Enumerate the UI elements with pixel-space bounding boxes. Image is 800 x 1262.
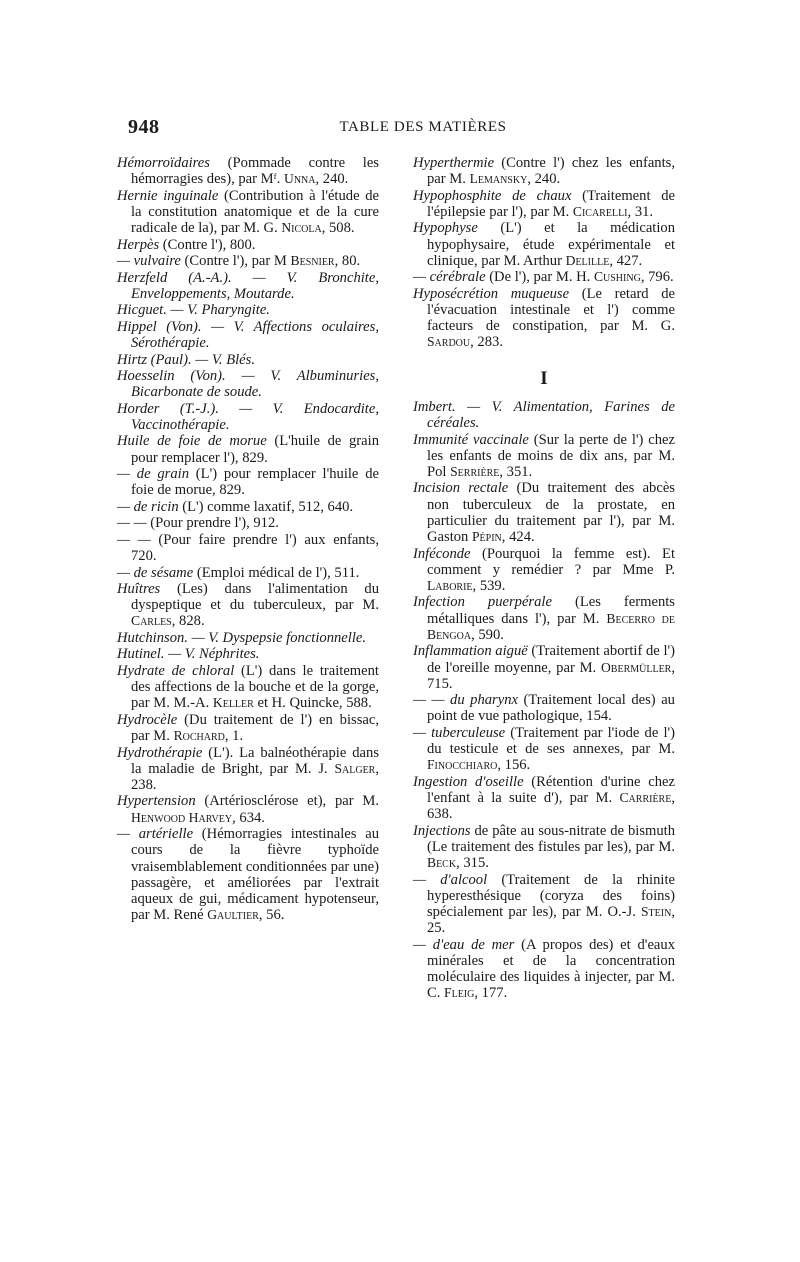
entry-text: (Contre l'), 800. xyxy=(159,236,256,253)
index-entry xyxy=(117,188,379,237)
entry-reference: , 539. xyxy=(472,577,506,594)
entry-heading: — vulvaire xyxy=(117,253,181,270)
entry-author: Rochard xyxy=(173,728,225,744)
entry-heading: Hypophyse xyxy=(413,220,478,237)
index-entry xyxy=(413,399,675,431)
index-entry xyxy=(117,352,379,368)
entry-text: (Pommade contre les hémorragies des), par Mᶠ. xyxy=(131,155,379,188)
entry-text: (Traitement de la rhinite hyperesthésique (coryza des foins) spécialement par les), par M. O.-J. xyxy=(427,871,675,921)
entry-text: (Traitement abortif de l') de l'oreille moyenne, par M. xyxy=(427,643,675,676)
entry-author: Obermüller xyxy=(600,659,672,675)
entry-heading: — — du pharynx xyxy=(413,692,518,709)
entry-reference: , 638. xyxy=(427,790,675,823)
entry-heading: Hyposécrétion muqueuse xyxy=(413,285,570,302)
entry-author: Unna xyxy=(284,171,316,187)
index-entry xyxy=(117,253,379,269)
entry-text: (Traitement local des) au point de vue pathologique, 154. xyxy=(427,692,675,725)
entry-heading: Inflammation aiguë xyxy=(413,643,528,660)
entry-text: (Les ferments métalliques dans l'), par M. xyxy=(427,594,675,627)
index-entry xyxy=(117,237,379,253)
entry-reference: , 828. xyxy=(171,613,205,630)
entry-text: (Du traitement des abcès non tuberculeux de la prostate, en particulier du traitement par l'), par M. Gaston xyxy=(427,480,675,546)
entry-reference: , 424. xyxy=(501,529,535,546)
index-entry xyxy=(117,319,379,351)
entry-heading: — de grain xyxy=(117,466,189,483)
entry-reference: , 351. xyxy=(499,463,533,480)
entry-text: (Hémorragies intestinales au cours de la fièvre typhoïde vraisemblablement conditionnées par une) passagère, et améliorées par l'extrait aqueux de gui, médicament hypotenseur, par M. René xyxy=(131,826,379,924)
entry-reference: , 590. xyxy=(471,626,504,643)
entry-author: Pépin xyxy=(472,529,502,545)
entry-reference: , 1. xyxy=(224,728,244,745)
entry-text: (Pour faire prendre l') aux enfants, 720. xyxy=(131,531,379,565)
entry-author: Cushing xyxy=(593,269,641,285)
entry-author: Henwood Harvey xyxy=(131,809,233,825)
entry-heading: Hyperthermie xyxy=(413,155,495,171)
index-entry xyxy=(413,188,675,220)
entry-heading: Hernie inguinale xyxy=(117,187,219,204)
entry-reference: , 315. xyxy=(456,855,489,872)
entry-heading: Hypophosphite de chaux xyxy=(413,187,572,204)
entry-text: (L'huile de grain pour remplacer l'), 829. xyxy=(131,433,379,466)
index-entry xyxy=(413,286,675,351)
index-entry xyxy=(117,433,379,465)
index-entry xyxy=(413,220,675,269)
entry-text: (Sur la perte de l') chez les enfants de moins de dix ans, par M. Pol xyxy=(427,431,675,480)
entry-heading: — tuberculeuse xyxy=(413,724,506,741)
index-entry xyxy=(413,643,675,692)
page-number: 948 xyxy=(128,116,160,138)
entry-heading: Imbert. — V. Alimentation, Farines de céréales. xyxy=(413,398,675,432)
index-entry xyxy=(117,745,379,794)
entry-heading: — de ricin xyxy=(117,498,179,515)
entry-reference: , 25. xyxy=(427,904,675,937)
entry-heading: Infection puerpérale xyxy=(413,594,552,611)
index-entry xyxy=(413,546,675,595)
entry-author: Laborie xyxy=(427,577,473,593)
entry-heading: Hydrocèle xyxy=(117,711,178,728)
entry-text: (Traitement de l'épilepsie par l'), par M. xyxy=(427,187,675,220)
index-entry xyxy=(117,646,379,662)
entry-author: Besnier xyxy=(290,253,335,269)
entry-text: (Emploi médical de l'), 511. xyxy=(193,564,360,581)
entry-heading: Huile de foie de morue xyxy=(117,433,267,450)
running-title: TABLE DES MATIÈRES xyxy=(339,119,507,135)
entry-text: (L'). La balnéothérapie dans la maladie de Bright, par M. J. xyxy=(131,744,379,777)
entry-author: Becerro de Bengoa xyxy=(427,610,675,642)
entry-heading: Hippel (Von). — V. Affections oculaires, Sérothérapie. xyxy=(117,318,379,352)
entry-reference: , 796. xyxy=(640,269,674,286)
index-entry xyxy=(413,725,675,774)
entry-author: Beck xyxy=(427,855,457,871)
entry-author: Salger xyxy=(334,760,376,776)
index-entry xyxy=(117,368,379,400)
entry-heading: Injections xyxy=(413,822,471,839)
index-entry xyxy=(117,630,379,646)
entry-heading: Huîtres xyxy=(117,581,161,598)
index-entry xyxy=(413,432,675,481)
entry-text: (De l'), par M. H. xyxy=(485,269,594,286)
index-entry xyxy=(117,302,379,318)
entry-heading: Hypertension xyxy=(117,793,196,810)
entry-author: Gaultier xyxy=(207,907,259,923)
entry-heading: Immunité vaccinale xyxy=(413,431,529,448)
entry-heading: Hydrothérapie xyxy=(117,744,203,761)
entry-reference: , 715. xyxy=(427,659,675,692)
entry-text: (Artériosclérose et), par M. xyxy=(195,793,379,810)
entry-text: (A propos des) et d'eaux minérales et de la concentration moléculaire des liquides à injecter, par M. C. xyxy=(427,936,675,1002)
entry-heading: Hydrate de chloral xyxy=(117,662,235,679)
entry-heading: Hoesselin (Von). — V. Albuminuries, Bicarbonate de soude. xyxy=(117,368,379,401)
entry-heading: — artérielle xyxy=(117,826,194,843)
entry-author: Keller xyxy=(212,695,254,711)
entry-text: (Contre l'), par M xyxy=(180,253,291,270)
entry-author: Carles xyxy=(131,613,172,629)
entry-author: Stein xyxy=(641,904,672,920)
entry-reference: , 80. xyxy=(334,253,361,270)
entry-heading: — d'alcool xyxy=(413,871,488,888)
entry-author: Finocchiaro xyxy=(427,757,498,773)
index-entry xyxy=(117,712,379,744)
entry-reference: , 508. xyxy=(321,220,355,237)
index-entry xyxy=(117,663,379,712)
index-entry xyxy=(413,872,675,937)
index-entry xyxy=(413,937,675,1002)
entry-author: Cicarelli xyxy=(572,203,628,219)
index-entry xyxy=(413,594,675,643)
entry-reference: , 56. xyxy=(258,907,285,924)
entry-heading: Horder (T.-J.). — V. Endocardite, Vaccinothérapie. xyxy=(117,400,379,433)
entry-text: (L') comme laxatif, 512, 640. xyxy=(178,498,354,515)
entry-reference: , 427. xyxy=(609,252,643,269)
index-entry xyxy=(117,793,379,825)
index-entry xyxy=(413,692,675,724)
entry-reference: , 31. xyxy=(627,203,654,220)
entry-reference: , 240. xyxy=(527,171,561,188)
index-entry xyxy=(413,155,675,187)
entry-reference: , 156. xyxy=(497,757,531,774)
right-column xyxy=(413,155,675,1002)
entry-reference: , 634. xyxy=(232,809,265,826)
entry-reference: , 238. xyxy=(131,760,379,793)
entry-heading: — — xyxy=(117,531,151,548)
entry-heading: Herpès xyxy=(117,236,160,253)
right-column-top-entries xyxy=(413,155,675,351)
entry-heading: Incision rectale xyxy=(413,480,509,497)
entry-text: (L') pour remplacer l'huile de foie de morue, 829. xyxy=(131,466,379,499)
index-entry xyxy=(117,515,379,531)
entry-reference: et H. Quincke, 588. xyxy=(253,695,372,712)
entry-author: Sardou xyxy=(427,334,471,350)
entry-heading: — cérébrale xyxy=(413,269,486,286)
index-entry xyxy=(117,581,379,630)
left-column xyxy=(117,155,379,924)
entry-author: Carrière xyxy=(619,790,672,806)
entry-heading: Hutinel. — V. Néphrites. xyxy=(117,646,260,663)
entry-text: (Le retard de l'évacuation intestinale et l') comme facteurs de constipation, par M. G. xyxy=(427,285,675,335)
entry-heading: Herzfeld (A.-A.). — V. Bronchite, Enveloppements, Moutarde. xyxy=(117,269,379,302)
entry-heading: — — xyxy=(117,515,147,532)
entry-reference: , 283. xyxy=(470,334,503,351)
entry-text: de pâte au sous-nitrate de bismuth (Le traitement des fistules par les), par M. xyxy=(427,822,675,855)
entry-heading: Inféconde xyxy=(413,545,471,562)
index-entry xyxy=(117,401,379,433)
entry-text: (Rétention d'urine chez l'enfant à la suite d'), par M. xyxy=(427,773,675,807)
index-entry xyxy=(413,480,675,545)
index-entry xyxy=(117,466,379,498)
index-entry xyxy=(117,155,379,187)
entry-heading: Hutchinson. — V. Dyspepsie fonctionnelle. xyxy=(117,629,367,646)
page-header xyxy=(128,116,678,142)
right-column-bottom-entries xyxy=(413,399,675,1002)
entry-author: Serrière xyxy=(450,463,500,479)
entry-author: Delille xyxy=(565,252,610,268)
entry-heading: Hémorroïdaires xyxy=(117,155,210,171)
index-entry xyxy=(117,826,379,923)
entry-author: Nicola xyxy=(281,220,322,236)
entry-text: (Contribution à l'étude de la constitution anatomique et de la cure radicale de la), par M. G. xyxy=(131,187,379,237)
entry-text: (Les) dans l'alimentation du dyspeptique et du tuberculeux, par M. xyxy=(131,581,379,614)
entry-text: (Pourquoi la femme est). Et comment y remédier ? par Mme P. xyxy=(427,545,675,578)
entry-text: (Du traitement de l') en bissac, par M. xyxy=(131,711,379,745)
entry-text: (Traitement par l'iode de l') du testicule et de ses annexes, par M. xyxy=(427,724,675,758)
entry-reference: , 177. xyxy=(474,985,508,1002)
entry-heading: Hicguet. — V. Pharyngite. xyxy=(117,302,270,319)
index-entry xyxy=(413,269,675,285)
entry-text: (Pour prendre l'), 912. xyxy=(146,515,279,532)
section-letter-heading: I xyxy=(540,367,548,389)
entry-heading: — de sésame xyxy=(117,564,194,581)
entry-heading: Ingestion d'oseille xyxy=(413,773,524,790)
entry-author: Lemansky xyxy=(469,171,528,187)
index-entry xyxy=(117,565,379,581)
entry-heading: — d'eau de mer xyxy=(413,936,515,953)
entry-reference: , 240. xyxy=(315,171,349,188)
index-entry xyxy=(413,774,675,823)
entry-text: (L') et la médication hypophysaire, étude expérimentale et clinique, par M. Arthur xyxy=(427,220,675,269)
entry-text: (Contre l') chez les enfants, par M. xyxy=(427,155,675,188)
index-entry xyxy=(117,499,379,515)
index-entry xyxy=(413,823,675,872)
entry-heading: Hirtz (Paul). — V. Blés. xyxy=(117,351,255,368)
entry-text: (L') dans le traitement des affections de la bouche et de la gorge, par M. M.-A. xyxy=(131,662,379,712)
index-entry xyxy=(117,270,379,302)
index-entry xyxy=(117,532,379,564)
entry-author: Fleig xyxy=(444,985,475,1001)
